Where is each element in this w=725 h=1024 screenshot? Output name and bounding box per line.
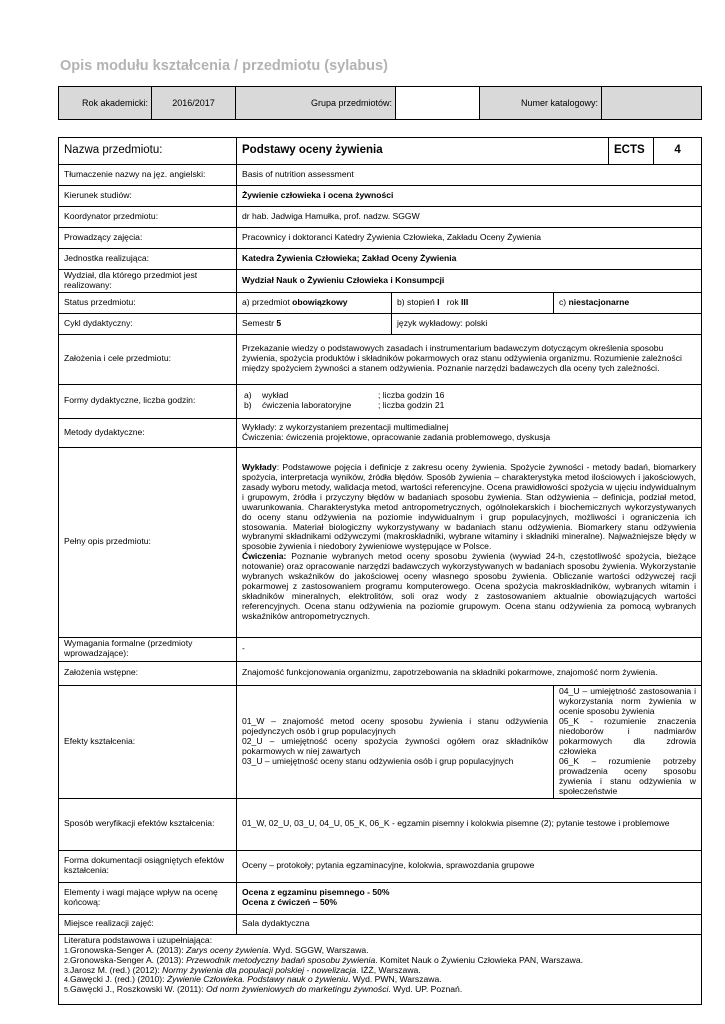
cycle-label: Cykl dydaktyczny: <box>59 313 237 334</box>
instructor-label: Prowadzący zajęcia: <box>59 228 237 249</box>
methods-line-1: Wykłady: z wykorzystaniem prezentacji multimedialnej <box>242 421 449 432</box>
field-value: Żywienie człowieka i ocena żywności <box>237 186 702 207</box>
language-value: język wykładowy: polski <box>392 313 702 334</box>
status-b-degree: I <box>437 296 440 307</box>
literature-author: Gronowska-Senger A. (2013): <box>70 944 187 955</box>
weights-label: Elementy i wagi mające wpływ na ocenę końcową: <box>59 882 237 914</box>
cycle-prefix: Semestr <box>242 317 277 328</box>
header-table <box>58 86 702 120</box>
forms-value <box>237 384 702 418</box>
literature-title: Zarys oceny żywienia <box>186 944 269 955</box>
outcomes-right: 04_U – umiejętność zastosowania i wykorzystania norm żywienia w ocenie sposobu żywienia 05_K - rozumienie znaczenia niedoborów i nadmiarów pokarmowych dla zdrowia człowieka 06_K – rozumienie potrzeby prowadzenia oceny sposobu żywienia i stanu odżywienia w społeczeństwie <box>554 685 702 798</box>
literature-cell <box>59 934 702 1004</box>
page-title: Opis modułu kształcenia / przedmiotu (sylabus) <box>60 58 388 74</box>
documentation-value: Oceny – protokoły; pytania egzaminacyjne, kolokwia, sprawozdania grupowe <box>237 850 702 882</box>
status-b-year: III <box>461 296 469 307</box>
assumptions-value: Znajomość funkcjonowania organizmu, zapotrzebowania na składniki pokarmowe, znajomość norm żywienia. <box>237 661 702 685</box>
status-b <box>392 292 554 313</box>
prereq-label: Wymagania formalne (przedmioty wprowadzające): <box>59 637 237 661</box>
verification-label: Sposób weryfikacji efektów kształcenia: <box>59 798 237 850</box>
literature-num: 5. <box>64 985 70 995</box>
literature-author: Gawęcki J. (red.) (2010): <box>70 974 167 985</box>
form-marker: a) <box>244 390 252 401</box>
status-c-value: niestacjonarne <box>568 296 630 307</box>
coordinator-label: Koordynator przedmiotu: <box>59 207 237 228</box>
literature-title: Żywienie Człowieka. Podstawy nauk o żywieniu <box>166 974 348 985</box>
unit-value: Katedra Żywienia Człowieka; Zakład Oceny Żywienia <box>237 249 702 270</box>
literature-author: Jarosz M. (red.) (2012): <box>70 964 163 975</box>
verification-value: 01_W, 02_U, 03_U, 04_U, 05_K, 06_K - egzamin pisemny i kolokwia pisemne (2); pytanie testowe i problemowe <box>237 798 702 850</box>
academic-year-label: Rok akademicki: <box>59 87 152 120</box>
place-value: Sala dydaktyczna <box>237 914 702 934</box>
status-b-year-label: rok <box>446 296 459 307</box>
literature-num: 2. <box>64 955 70 965</box>
form-hours: ; liczba godzin 21 <box>378 400 445 411</box>
lecture-heading: Wykłady <box>242 461 277 472</box>
status-c <box>554 292 702 313</box>
form-name: ćwiczenia laboratoryjne <box>262 400 352 411</box>
academic-year-value: 2016/2017 <box>152 87 236 120</box>
cycle-number: 5 <box>276 317 282 328</box>
group-label: Grupa przedmiotów: <box>236 87 396 120</box>
status-a-prefix: a) przedmiot <box>242 296 293 307</box>
catalog-value <box>602 87 702 120</box>
goals-value: Przekazanie wiedzy o podstawowych zasadach i instrumentarium badawczym dotyczącym określenia sposobu żywienia, spożycia produktów i składników pokarmowych oraz stanu odżywienia organizmu. Rozumienie zależności między spożyciem żywności a stanem odżywienia. Poznanie narzędzi badawczych dla oceny tych zależności. <box>237 334 702 384</box>
weights-line-2: Ocena z ćwiczeń – 50% <box>242 897 338 908</box>
english-name-label: Tłumaczenie nazwy na jęz. angielski: <box>59 165 237 186</box>
ects-value: 4 <box>654 138 702 165</box>
weights-line-1: Ocena z egzaminu pisemnego - 50% <box>242 887 390 898</box>
literature-publisher: . IŻŻ, Warszawa. <box>356 964 421 975</box>
coordinator-value: dr hab. Jadwiga Hamułka, prof. nadzw. SGGW <box>237 207 702 228</box>
forms-label: Formy dydaktyczne, liczba godzin: <box>59 384 237 418</box>
faculty-label: Wydział, dla którego przedmiot jest realizowany: <box>59 270 237 293</box>
full-desc-value <box>237 447 702 637</box>
ects-label: ECTS <box>609 138 654 165</box>
syllabus-table <box>58 137 702 1005</box>
lecture-text: : Podstawowe pojęcia i definicje z zakresu oceny żywienia. Spożycie żywności - metody badań, biomarkery spożycia, interpretacja wyników, źródła błędów. Sposób żywienia – charakterystyka metod ilościowych i jakościowych, zasady wyboru metody, walidacja metod, wartości referencyjne. Ocena prawidłowości spożycia w ujęciu indywidualnym i grupowym, źródła i przyczyny błędów w badaniach sposobu żywienia. Stan odżywienia – definicja, podział metod, uwarunkowania. Charakterystyka metod antropometrycznych, ogólnolekarskich i biochemicznych wykorzystywanych do oceny stanu odżywienia na poziomie indywidualnym i grup populacyjnych, możliwości i ograniczenia ich stosowania. Materiał biologiczny wykorzystywany w badaniach stanu odżywienia. Biomarkery stanu odżywienia wybranymi składnikami odżywczymi (makroskładniki, wybrane witaminy i składniki mineralne). Najważniejsze błędy w sposobie żywienia i niedobory żywieniowe występujące w Polsce. <box>242 461 697 552</box>
status-c-prefix: c) <box>559 296 569 307</box>
instructor-value: Pracownicy i doktoranci Katedry Żywienia Człowieka, Zakładu Oceny Żywienia <box>237 228 702 249</box>
literature-num: 4. <box>64 975 70 985</box>
literature-publisher: . Wyd. PWN, Warszawa. <box>347 974 442 985</box>
outcomes-label: Efekty kształcenia: <box>59 685 237 798</box>
literature-item <box>64 985 696 995</box>
form-item-lab <box>242 401 696 411</box>
course-name-label: Nazwa przedmiotu: <box>59 138 237 165</box>
assumptions-label: Założenia wstępne: <box>59 661 237 685</box>
full-desc-label: Pełny opis przedmiotu: <box>59 447 237 637</box>
goals-label: Założenia i cele przedmiotu: <box>59 334 237 384</box>
status-a-value: obowiązkowy <box>292 296 348 307</box>
form-name: wykład <box>262 390 289 401</box>
literature-heading: Literatura podstawowa i uzupełniająca: <box>64 934 213 945</box>
literature-num: 1. <box>64 945 70 955</box>
methods-value <box>237 418 702 447</box>
literature-author: Gawęcki J., Roszkowski W. (2011): <box>70 984 206 995</box>
literature-publisher: . Komitet Nauk o Żywieniu Człowieka PAN, Warszawa. <box>375 954 583 965</box>
exercise-heading: Ćwiczenia: <box>242 551 287 562</box>
faculty-value: Wydział Nauk o Żywieniu Człowieka i Konsumpcji <box>237 270 702 293</box>
literature-title: Przewodnik metodyczny badań sposobu żywienia <box>186 954 376 965</box>
documentation-label: Forma dokumentacji osiągniętych efektów kształcenia: <box>59 850 237 882</box>
status-a <box>237 292 392 313</box>
literature-title: Normy żywienia dla populacji polskiej - nowelizacja <box>162 964 357 975</box>
group-value <box>396 87 480 120</box>
methods-label: Metody dydaktyczne: <box>59 418 237 447</box>
field-label: Kierunek studiów: <box>59 186 237 207</box>
methods-line-2: Ćwiczenia: ćwiczenia projektowe, opracowanie zadania problemowego, dyskusja <box>242 431 551 442</box>
literature-author: Gronowska-Senger A. (2013): <box>70 954 187 965</box>
literature-title: Od norm żywieniowych do marketingu żywności <box>205 984 389 995</box>
literature-num: 3. <box>64 965 70 975</box>
catalog-label: Numer katalogowy: <box>480 87 602 120</box>
unit-label: Jednostka realizująca: <box>59 249 237 270</box>
status-b-prefix: b) stopień <box>397 296 438 307</box>
literature-publisher: . Wyd. SGGW, Warszawa. <box>268 944 369 955</box>
weights-value <box>237 882 702 914</box>
prereq-value: - <box>237 637 702 661</box>
outcomes-left: 01_W – znajomość metod oceny sposobu żywienia i stanu odżywienia pojedynczych osób i grup populacyjnych 02_U – umiejętność oceny spożycia żywności ogółem oraz składników pokarmowych w niej zawartych 03_U – umiejętność oceny stanu odżywienia osób i grup populacyjnych <box>237 685 554 798</box>
form-hours: ; liczba godzin 16 <box>378 390 445 401</box>
course-name: Podstawy oceny żywienia <box>237 138 609 165</box>
place-label: Miejsce realizacji zajęć: <box>59 914 237 934</box>
form-marker: b) <box>244 400 252 411</box>
english-name: Basis of nutrition assessment <box>237 165 702 186</box>
cycle-value <box>237 313 392 334</box>
literature-publisher: . Wyd. UP. Poznań. <box>388 984 463 995</box>
status-label: Status przedmiotu: <box>59 292 237 313</box>
exercise-text: Poznanie wybranych metod oceny sposobu żywienia (wywiad 24-h, częstotliwość spożycia, bieżące notowanie) oraz opracowanie narzędzi badawczych wykorzystywanych w badaniach sposobu żywienia. Wykorzystanie wybranych wskaźników do jakościowej oceny własnego sposobu żywienia. Obliczanie wartości odżywczej racji pokarmowej z zastosowaniem programu komputerowego. Ocena spożycia makroskładników, wybranych witamin i składników mineralnych, elektrolitów, soli oraz wody z zastosowaniem aktualnie obowiązujących wartości referencyjnych. Ocena stanu odżywienia na poziomie grupowym. Ocena stanu odżywienia za pomocą wybranych wskaźników antropometrycznych. <box>242 551 697 622</box>
